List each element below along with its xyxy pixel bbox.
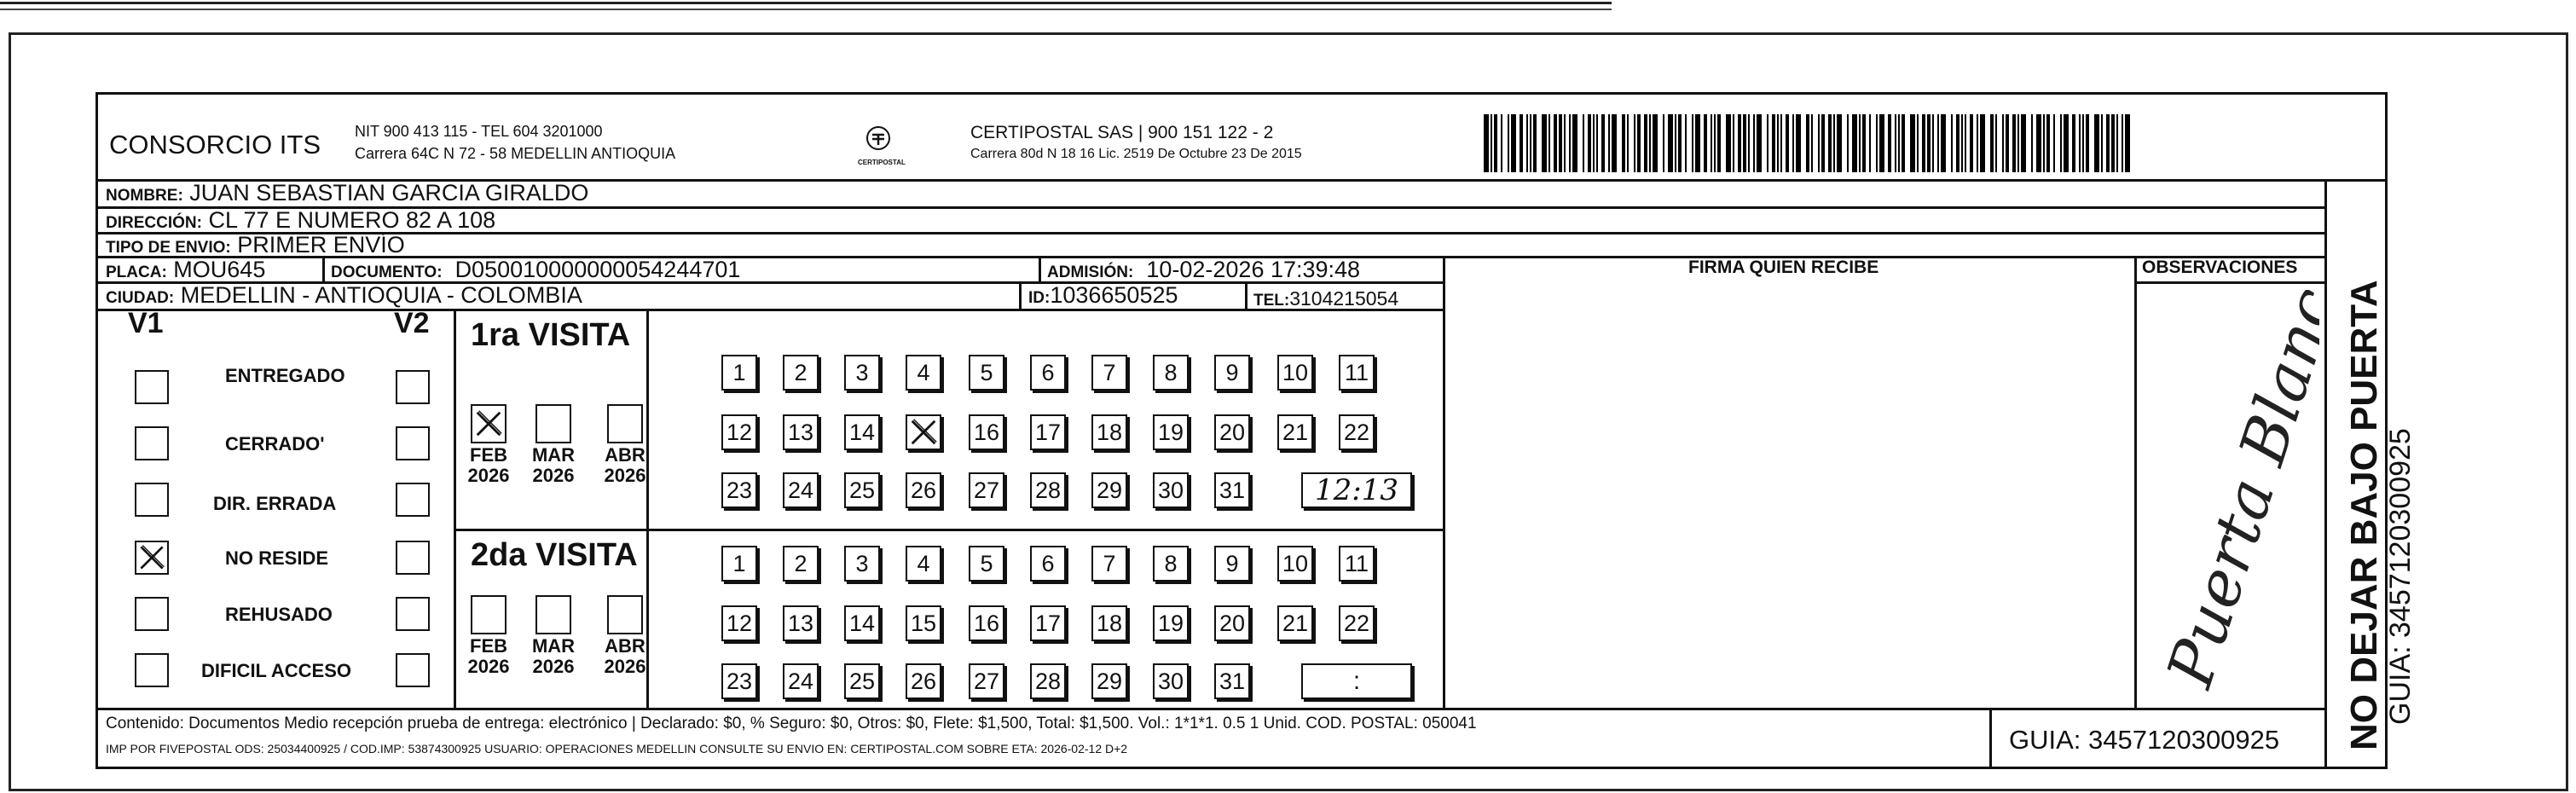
barcode-bar [1847, 114, 1849, 172]
barcode-bar [1484, 114, 1489, 172]
barcode-bar [1786, 114, 1789, 172]
first-visit-month-caption [461, 445, 516, 486]
admision-value: 10-02-2026 17:39:48 [1146, 257, 1361, 282]
v2-checkbox[interactable] [396, 483, 430, 517]
barcode-bar [2072, 114, 2075, 172]
second-visit-day-box[interactable]: 28 [1030, 663, 1066, 699]
first-visit-month-label: FEB [470, 444, 507, 466]
second-visit-day-box[interactable]: 9 [1214, 546, 1250, 582]
status-label: REHUSADO [225, 604, 333, 625]
row-divider [2134, 281, 2324, 284]
barcode-bar [1733, 114, 1734, 172]
barcode-bar [1704, 114, 1707, 172]
first-visit-month-checkbox[interactable] [535, 404, 571, 443]
first-visit-day-box[interactable]: 25 [844, 472, 880, 508]
no-dejar-warning: NO DEJAR BAJO PUERTA [2343, 280, 2385, 750]
barcode-bar [1526, 114, 1528, 172]
second-visit-day-box[interactable]: 18 [1091, 605, 1127, 641]
barcode-bar [1612, 114, 1617, 172]
v1-checkbox[interactable] [135, 541, 169, 575]
barcode-bar [1818, 114, 1820, 172]
barcode-bar [1995, 114, 1997, 172]
first-visit-day-box[interactable]: 26 [906, 472, 941, 508]
placa-cell: PLACA: MOU645 [106, 257, 266, 282]
v2-checkbox[interactable] [396, 597, 430, 631]
imp-line: IMP POR FIVEPOSTAL ODS: 25034400925 / COD.IMP: 53874300925 USUARIO: OPERACIONES MEDELLIN CONSULTE SU ENVIO EN: CERTIPOSTAL.COM SOBRE ETA: 2026-02-12 D+2 [106, 742, 1128, 755]
barcode-bar [1767, 114, 1768, 172]
barcode-bar [1828, 114, 1832, 172]
v1-checkbox[interactable] [135, 653, 169, 687]
second-visit-day-box[interactable]: 17 [1030, 605, 1066, 641]
barcode-bar [1494, 114, 1497, 172]
barcode-bar [2122, 114, 2123, 172]
first-visit-day-box[interactable]: 16 [969, 414, 1004, 450]
first-visit-day-box[interactable]: 4 [906, 355, 941, 391]
barcode-bar [2106, 114, 2110, 172]
first-visit-day-box[interactable]: 8 [1153, 355, 1189, 391]
v1-header: V1 [128, 307, 164, 339]
first-visit-day-box[interactable]: 5 [969, 355, 1004, 391]
first-visit-day-box[interactable]: 23 [721, 472, 757, 508]
barcode-bar [2012, 114, 2016, 172]
col-divider [2134, 256, 2137, 708]
second-visit-day-box[interactable]: 14 [844, 605, 880, 641]
barcode-bar [1748, 114, 1750, 172]
barcode-bar [1685, 114, 1687, 172]
barcode-bar [1711, 114, 1712, 172]
v2-checkbox[interactable] [396, 541, 430, 575]
barcode-bar [1583, 114, 1584, 172]
barcode-bar [1675, 114, 1676, 172]
second-visit-day-box[interactable]: 25 [844, 663, 880, 699]
first-visit-day-box[interactable]: 6 [1030, 355, 1066, 391]
status-label: DIR. ERRADA [213, 493, 337, 514]
second-visit-day-box[interactable]: 6 [1030, 546, 1066, 582]
barcode-bar [1596, 114, 1598, 172]
barcode-bar [1806, 114, 1809, 172]
contenido-line: Contenido: Documentos Medio recepción prueba de entrega: electrónico | Declarado: $0, % Seguro: $0, Otros: $0, Flete: $1,500, Total: $1,500. Vol.: 1*1*1. 0.5 1 Unid. COD. POSTAL: 050041 [106, 715, 1477, 732]
barcode-bar [1879, 114, 1884, 172]
company-address: Carrera 64C N 72 - 58 MEDELLIN ANTIOQUIA [355, 145, 676, 162]
second-visit-day-box[interactable]: 16 [969, 605, 1004, 641]
admision-cell: ADMISIÓN: 10-02-2026 17:39:48 [1047, 257, 1361, 282]
barcode-bar [2046, 114, 2050, 172]
ciudad-value: MEDELLIN - ANTIOQUIA - COLOMBIA [180, 282, 582, 308]
barcode-bar [1564, 114, 1566, 172]
barcode-bar [1653, 114, 1658, 172]
first-visit-month-caption [526, 445, 581, 486]
second-visit-day-box[interactable]: 11 [1339, 546, 1375, 582]
barcode-bar [1649, 114, 1651, 172]
barcode-bar [1932, 114, 1934, 172]
barcode-bar [1937, 114, 1939, 172]
ciudad-row: CIUDAD: MEDELLIN - ANTIOQUIA - COLOMBIA [106, 282, 582, 308]
barcode-bar [1862, 114, 1866, 172]
first-visit-day-box[interactable]: 21 [1277, 414, 1313, 450]
second-visit-day-box[interactable]: 31 [1214, 663, 1250, 699]
barcode-bar [1608, 114, 1610, 172]
barcode-bar [1542, 114, 1547, 172]
barcode-bar [1569, 114, 1571, 172]
barcode-bar [1530, 114, 1531, 172]
carrier-name-line: CERTIPOSTAL SAS | 900 151 122 - 2 [970, 123, 1274, 142]
placa-value: MOU645 [173, 257, 266, 282]
row-divider [454, 529, 1443, 531]
second-visit-day-box[interactable]: 22 [1339, 605, 1375, 641]
first-visit-day-box[interactable]: 19 [1153, 414, 1189, 450]
second-visit-month-checkbox[interactable] [607, 595, 643, 634]
first-visit-day-box[interactable]: 9 [1214, 355, 1250, 391]
second-visit-year-label: 2026 [532, 656, 575, 677]
nombre-row: NOMBRE: JUAN SEBASTIAN GARCIA GIRALDO [106, 180, 589, 205]
carrier-address-line: Carrera 80d N 18 16 Lic. 2519 De Octubre 23 De 2015 [970, 147, 1302, 161]
barcode-bar [2082, 114, 2084, 172]
barcode-bar [1956, 114, 1959, 172]
side-divider [2324, 179, 2327, 769]
first-visit-day-box[interactable]: 22 [1339, 414, 1375, 450]
barcode [1484, 114, 2157, 172]
v2-checkbox[interactable] [396, 370, 430, 404]
barcode-bar [1910, 114, 1915, 172]
barcode-bar [2125, 114, 2130, 172]
barcode-bar [2064, 114, 2069, 172]
second-visit-month-caption [461, 636, 516, 677]
second-visit-day-box[interactable]: 5 [969, 546, 1004, 582]
first-visit-year-label: 2026 [467, 465, 510, 486]
barcode-bar [1811, 114, 1813, 172]
observaciones-header: OBSERVACIONES [2142, 258, 2298, 277]
barcode-bar [1533, 114, 1537, 172]
second-visit-month-caption [526, 636, 581, 677]
second-visit-day-box[interactable]: 26 [906, 663, 941, 699]
second-visit-title: 2da VISITA [471, 537, 638, 573]
first-visit-day-box[interactable]: 30 [1153, 472, 1189, 508]
barcode-bar [1895, 114, 1896, 172]
v1-checkbox[interactable] [135, 597, 169, 631]
barcode-bar [2086, 114, 2089, 172]
second-visit-year-label: 2026 [604, 656, 646, 677]
second-visit-day-box[interactable]: 7 [1091, 546, 1127, 582]
second-visit-day-box[interactable]: 13 [783, 605, 819, 641]
first-visit-day-box[interactable]: 18 [1091, 414, 1127, 450]
barcode-bar [1777, 114, 1779, 172]
barcode-bar [2031, 114, 2033, 172]
barcode-bar [1922, 114, 1925, 172]
status-label: DIFICIL ACCESO [201, 660, 352, 681]
first-visit-day-box[interactable]: 11 [1339, 355, 1375, 391]
v1-checkbox[interactable] [135, 370, 169, 404]
col-divider [454, 309, 456, 708]
barcode-bar [2017, 114, 2019, 172]
barcode-bar [1796, 114, 1801, 172]
barcode-bar [1888, 114, 1891, 172]
barcode-bar [1780, 114, 1782, 172]
barcode-bar [1941, 114, 1946, 172]
firma-header: FIRMA QUIEN RECIBE [1688, 258, 1879, 277]
barcode-bar [1622, 114, 1625, 172]
first-visit-month-checkbox[interactable] [607, 404, 643, 443]
barcode-bar [1554, 114, 1557, 172]
barcode-bar [2002, 114, 2004, 172]
barcode-bar [1738, 114, 1741, 172]
second-visit-day-box[interactable]: 30 [1153, 663, 1189, 699]
barcode-bar [1601, 114, 1605, 172]
col-divider [1989, 708, 1992, 769]
barcode-bar [1980, 114, 1985, 172]
barcode-bar [2006, 114, 2009, 172]
barcode-bar [1753, 114, 1755, 172]
id-cell: ID:1036650525 [1028, 282, 1178, 308]
barcode-bar [2094, 114, 2099, 172]
first-visit-day-box[interactable]: 24 [783, 472, 819, 508]
first-visit-day-box[interactable]: 7 [1091, 355, 1127, 391]
first-visit-day-box[interactable]: 12 [721, 414, 757, 450]
barcode-bar [1833, 114, 1835, 172]
second-visit-day-box[interactable]: 8 [1153, 546, 1189, 582]
second-visit-day-box[interactable]: 29 [1091, 663, 1127, 699]
first-visit-day-box[interactable]: 29 [1091, 472, 1127, 508]
barcode-bar [1644, 114, 1647, 172]
barcode-bar [1637, 114, 1641, 172]
certipostal-logo-icon [861, 124, 895, 159]
second-visit-month-checkbox[interactable] [471, 595, 507, 634]
status-label: CERRADO' [225, 433, 325, 454]
direccion-row: DIRECCIÓN: CL 77 E NUMERO 82 A 108 [106, 207, 496, 233]
second-visit-month-label: MAR [531, 635, 576, 657]
barcode-bar [2101, 114, 2103, 172]
first-visit-day-box[interactable]: 13 [783, 414, 819, 450]
barcode-bar [1757, 114, 1762, 172]
v1-checkbox[interactable] [135, 483, 169, 517]
barcode-bar [1511, 114, 1516, 172]
first-visit-day-box[interactable]: 10 [1277, 355, 1313, 391]
barcode-bar [1717, 114, 1721, 172]
id-value: 1036650525 [1050, 282, 1178, 308]
barcode-bar [1965, 114, 1966, 172]
second-visit-day-box[interactable]: 21 [1277, 605, 1313, 641]
barcode-bar [1970, 114, 1973, 172]
v2-checkbox[interactable] [396, 426, 430, 460]
barcode-bar [1837, 114, 1842, 172]
second-visit-day-box[interactable]: 10 [1277, 546, 1313, 582]
barcode-bar [1668, 114, 1673, 172]
barcode-bar [1692, 114, 1693, 172]
barcode-bar [2043, 114, 2045, 172]
company-nit-tel: NIT 900 413 115 - TEL 604 3201000 [355, 123, 603, 140]
barcode-bar [1852, 114, 1857, 172]
top-rule-2 [0, 9, 1612, 10]
second-visit-month-label: FEB [470, 635, 507, 657]
documento-cell: DOCUMENTO: D050010000000054244701 [331, 257, 741, 282]
barcode-bar [1491, 114, 1492, 172]
first-visit-month-caption [598, 445, 652, 486]
barcode-bar [1792, 114, 1794, 172]
tipo-envio-row: TIPO DE ENVIO: PRIMER ENVÍO [106, 232, 405, 258]
handwritten-observation [2149, 290, 2319, 699]
documento-value: D050010000000054244701 [454, 257, 741, 282]
second-visit-month-label: ABR [605, 635, 645, 657]
barcode-bar [1663, 114, 1664, 172]
tel-value: 3104215054 [1289, 287, 1399, 310]
barcode-bar [2036, 114, 2041, 172]
side-text [2345, 280, 2417, 750]
v2-checkbox[interactable] [396, 653, 430, 687]
barcode-bar [1743, 114, 1746, 172]
first-visit-day-box[interactable]: 27 [969, 472, 1004, 508]
barcode-bar [1520, 114, 1523, 172]
barcode-bar [1593, 114, 1595, 172]
second-visit-time-box[interactable]: : [1301, 663, 1412, 699]
second-visit-day-box[interactable]: 27 [969, 663, 1004, 699]
col-divider [1019, 281, 1022, 309]
barcode-bar [1977, 114, 1978, 172]
nombre-value: JUAN SEBASTIAN GARCIA GIRALDO [189, 180, 589, 205]
first-visit-day-box[interactable]: 2 [783, 355, 819, 391]
first-visit-day-box[interactable]: 31 [1214, 472, 1250, 508]
first-visit-month-checkbox[interactable] [471, 404, 507, 443]
first-visit-month-label: MAR [531, 444, 576, 466]
second-visit-day-box[interactable]: 23 [721, 663, 757, 699]
second-visit-day-box[interactable]: 3 [844, 546, 880, 582]
company-name: CONSORCIO ITS [109, 130, 321, 159]
barcode-bar [1961, 114, 1963, 172]
barcode-bar [2111, 114, 2115, 172]
barcode-bar [1902, 114, 1905, 172]
tel-cell: TEL:3104215054 [1253, 287, 1399, 310]
second-visit-day-box[interactable]: 20 [1214, 605, 1250, 641]
barcode-bar [2060, 114, 2062, 172]
second-visit-day-box[interactable]: 19 [1153, 605, 1189, 641]
status-label: NO RESIDE [225, 547, 329, 569]
first-visit-day-box[interactable]: 28 [1030, 472, 1066, 508]
barcode-bar [1898, 114, 1900, 172]
guia-footer: GUIA: 3457120300925 [2009, 725, 2280, 755]
first-visit-day-box[interactable]: 14 [844, 414, 880, 450]
barcode-bar [1627, 114, 1629, 172]
barcode-bar [1548, 114, 1550, 172]
second-visit-day-box[interactable]: 15 [906, 605, 941, 641]
first-visit-title: 1ra VISITA [471, 317, 631, 353]
first-visit-day-box[interactable] [906, 414, 941, 450]
svg-text:Puerta Blanca: Puerta Blanca [2153, 290, 2319, 696]
barcode-bar [1927, 114, 1931, 172]
barcode-bar [1859, 114, 1861, 172]
second-visit-day-box[interactable]: 24 [783, 663, 819, 699]
barcode-bar [1990, 114, 1994, 172]
barcode-bar [2116, 114, 2118, 172]
certipostal-logo-caption: CERTIPOSTAL [858, 159, 906, 166]
second-visit-day-box[interactable]: 2 [783, 546, 819, 582]
first-visit-year-label: 2026 [532, 465, 575, 486]
second-visit-year-label: 2026 [467, 656, 510, 677]
barcode-bar [1572, 114, 1577, 172]
second-visit-day-box[interactable]: 4 [906, 546, 941, 582]
barcode-bar [1876, 114, 1878, 172]
barcode-bar [1508, 114, 1509, 172]
first-visit-day-box[interactable]: 17 [1030, 414, 1066, 450]
barcode-bar [1869, 114, 1871, 172]
v1-checkbox[interactable] [135, 426, 169, 460]
second-visit-month-checkbox[interactable] [535, 595, 571, 634]
first-visit-time-box[interactable]: 12:13 [1301, 472, 1412, 508]
barcode-bar [1821, 114, 1825, 172]
barcode-bar [1951, 114, 1953, 172]
barcode-bar [1588, 114, 1591, 172]
barcode-bar [1559, 114, 1562, 172]
barcode-bar [2053, 114, 2055, 172]
col-divider [1039, 256, 1041, 283]
barcode-bar [1695, 114, 1700, 172]
status-label: ENTREGADO [225, 365, 345, 386]
barcode-bar [1634, 114, 1635, 172]
barcode-bar [1678, 114, 1682, 172]
first-visit-day-box[interactable]: 20 [1214, 414, 1250, 450]
first-visit-day-box[interactable]: 1 [721, 355, 757, 391]
side-guia: GUIA: 3457120300925 [2384, 428, 2417, 725]
direccion-value: CL 77 E NUMERO 82 A 108 [208, 207, 496, 233]
barcode-bar [1714, 114, 1716, 172]
first-visit-month-label: ABR [605, 444, 645, 466]
barcode-bar [2021, 114, 2026, 172]
barcode-bar [1501, 114, 1502, 172]
tipo-envio-value: PRIMER ENVÍO [237, 232, 405, 258]
col-divider [1443, 256, 1445, 708]
second-visit-day-box[interactable]: 1 [721, 546, 757, 582]
barcode-bar [1917, 114, 1919, 172]
barcode-bar [1772, 114, 1775, 172]
barcode-bar [1726, 114, 1731, 172]
v2-header: V2 [394, 307, 430, 339]
barcode-bar [2079, 114, 2081, 172]
first-visit-day-box[interactable]: 3 [844, 355, 880, 391]
first-visit-year-label: 2026 [604, 465, 646, 486]
top-rule [0, 2, 1612, 4]
second-visit-day-box[interactable]: 12 [721, 605, 757, 641]
second-visit-month-caption [598, 636, 652, 677]
